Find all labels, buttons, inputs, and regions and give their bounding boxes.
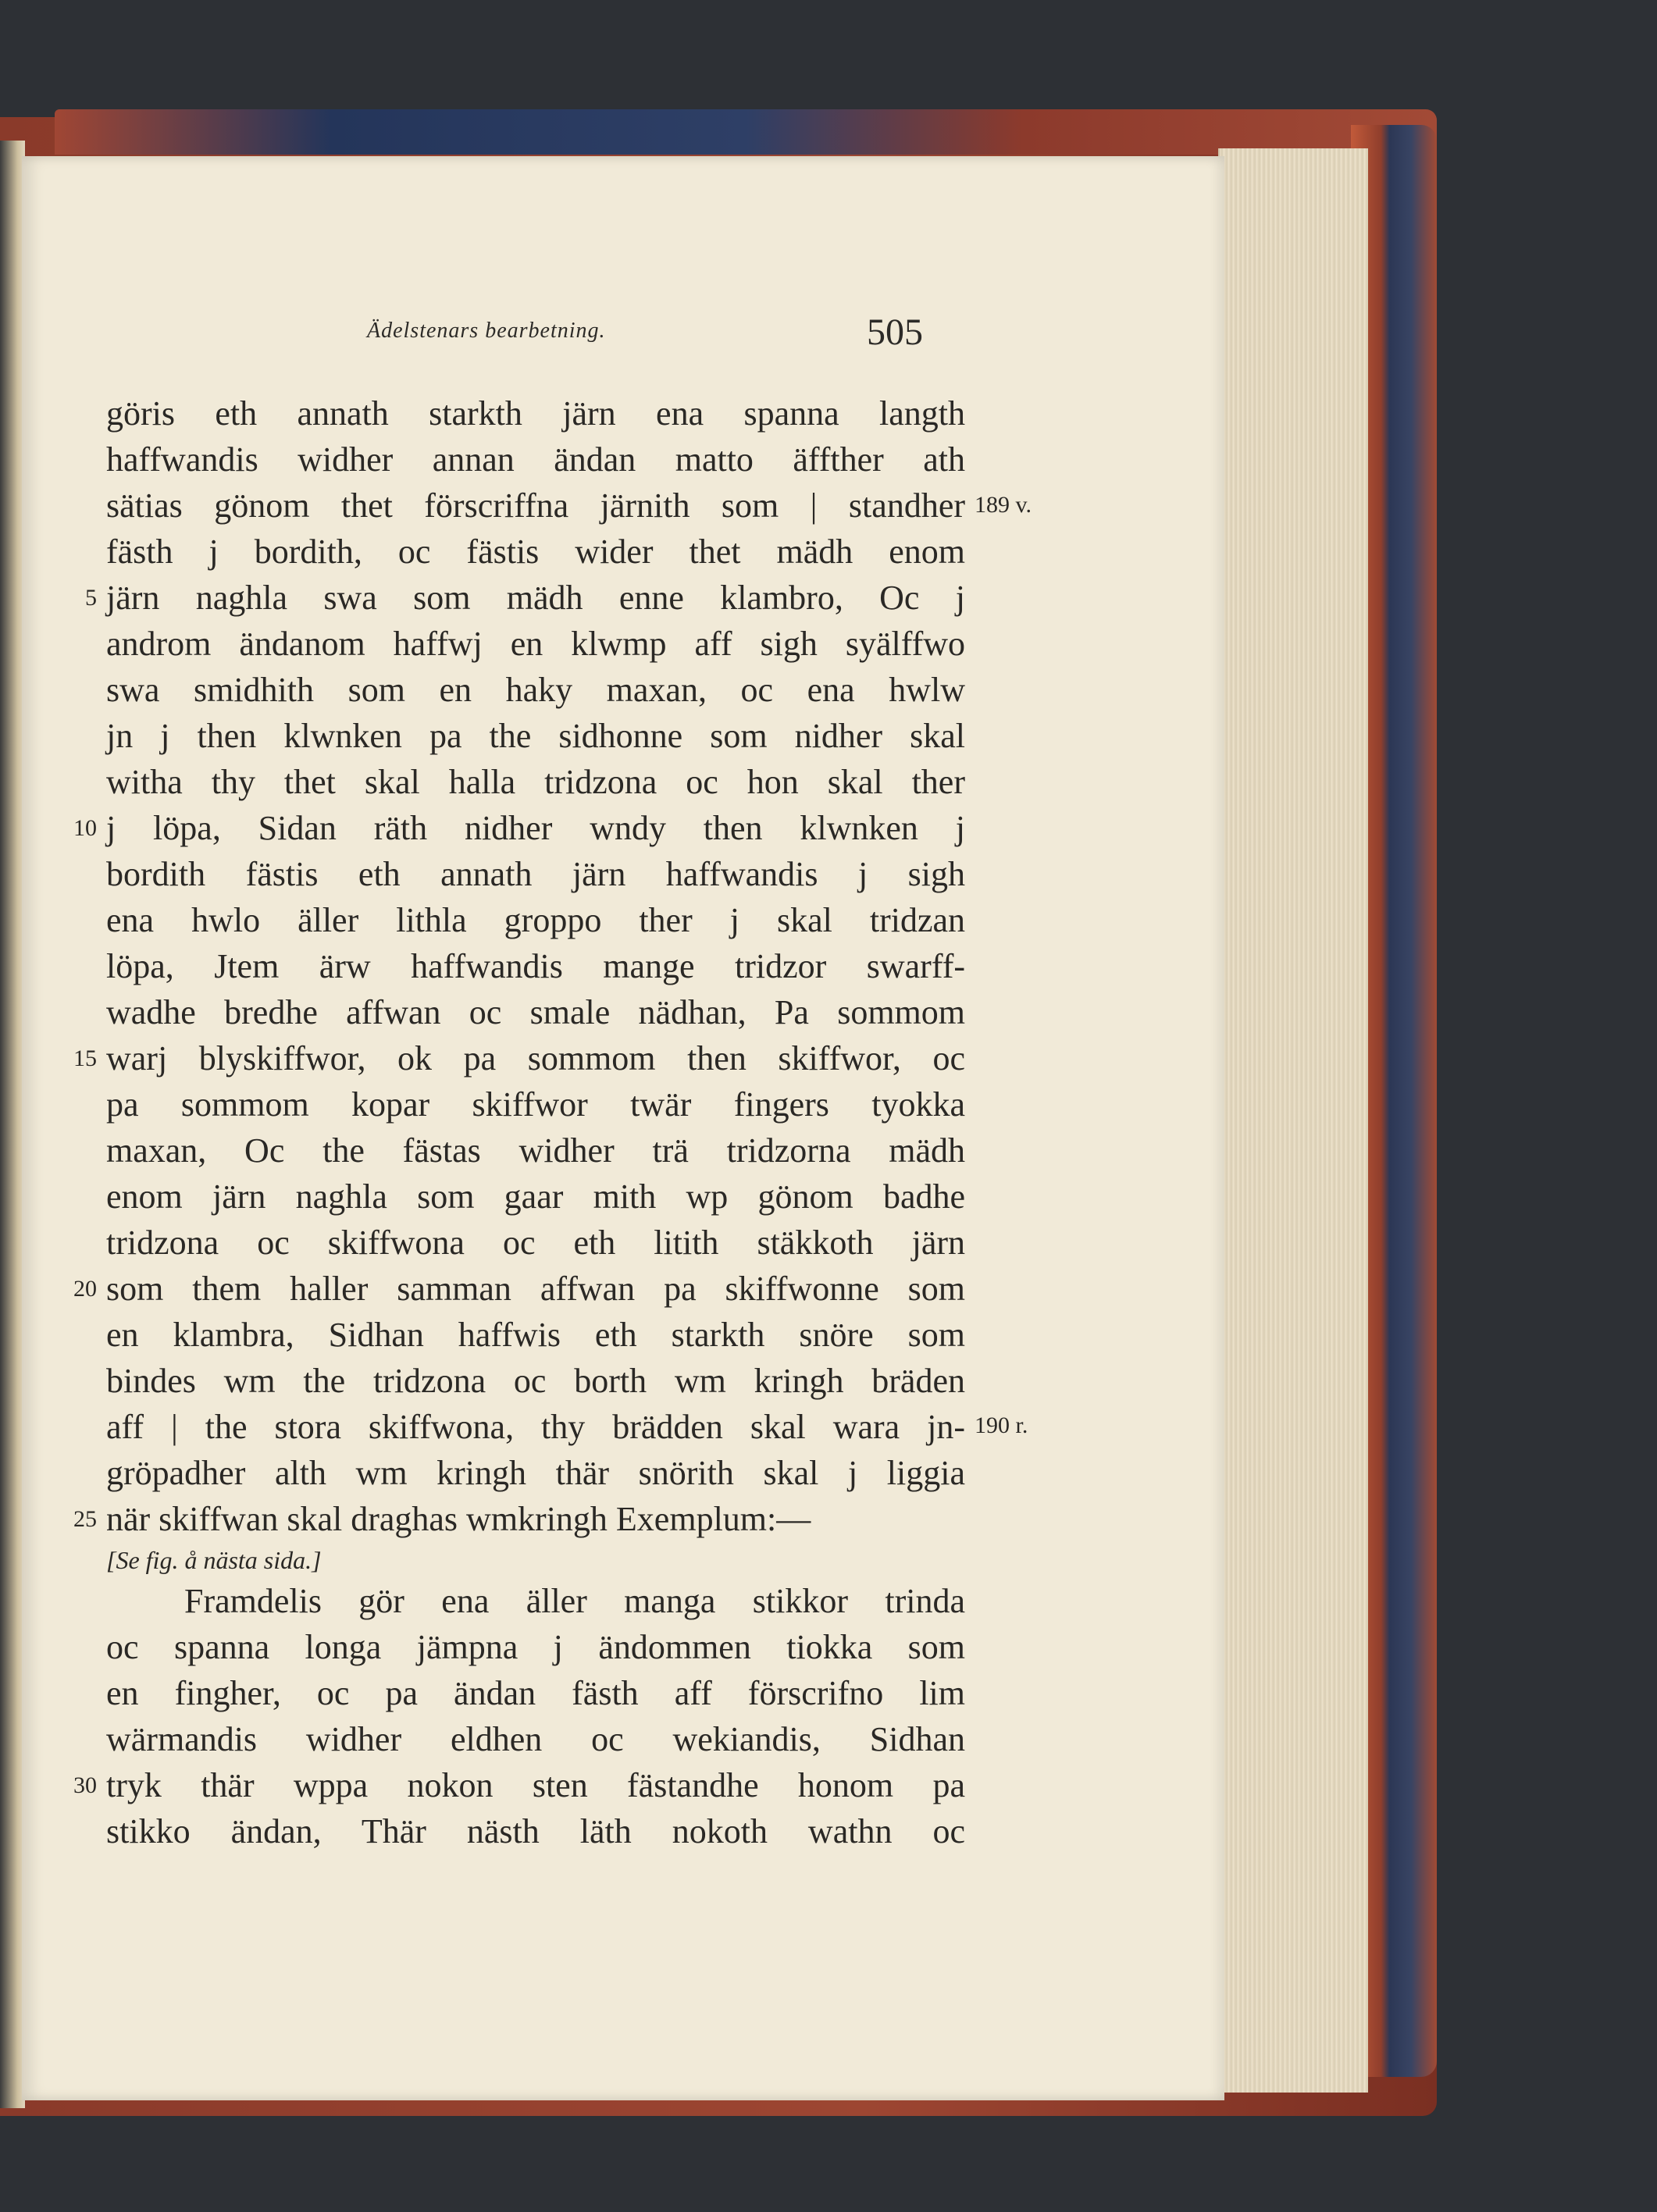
text-line: löpa, Jtem ärw haffwandis mange tridzor swarff-: [106, 947, 965, 985]
text-line: fästh j bordith, oc fästis wider thet mädh enom: [106, 533, 965, 571]
text-line: en fingher, oc pa ändan fästh aff förscrifno lim: [106, 1674, 965, 1712]
text-line: wadhe bredhe affwan oc smale nädhan, Pa sommom: [106, 993, 965, 1031]
text-line: 25 när skiffwan skal draghas wmkringh Exemplum:—: [106, 1496, 965, 1542]
text-line: 5 järn naghla swa som mädh enne klambro, Oc j: [106, 575, 965, 621]
text-line: witha thy thet skal halla tridzona oc hon skal ther: [106, 763, 965, 801]
text-line: 10 j löpa, Sidan räth nidher wndy then klwnken j: [106, 805, 965, 851]
text-line: 15 warj blyskiffwor, ok pa sommom then skiffwor, oc: [106, 1035, 965, 1081]
folio-note-190: 190 r.: [975, 1412, 1028, 1438]
page-number: 505: [867, 312, 923, 353]
text-line: en klambra, Sidhan haffwis eth starkth snöre som: [106, 1316, 965, 1354]
text-line: gröpadher alth wm kringh thär snörith skal j liggia: [106, 1454, 965, 1492]
text-line: bordith fästis eth annath järn haffwandis j sigh: [106, 855, 965, 893]
line-number: 20: [73, 1276, 97, 1302]
text-line: pa sommom kopar skiffwor twär fingers tyokka: [106, 1085, 965, 1124]
text-line: göris eth annath starkth järn ena spanna langth: [106, 394, 965, 433]
text-line: wärmandis widher eldhen oc wekiandis, Sidhan: [106, 1720, 965, 1758]
text-line: haffwandis widher annan ändan matto äffther ath: [106, 440, 965, 479]
text-line: bindes wm the tridzona oc borth wm kringh bräden: [106, 1362, 965, 1400]
line-number: 25: [73, 1506, 97, 1532]
text-line: 30 tryk thär wppa nokon sten fästandhe honom pa: [106, 1762, 965, 1808]
text-line: jn j then klwnken pa the sidhonne som nidher skal: [106, 717, 965, 755]
text-line: 20 som them haller samman affwan pa skiffwonne som: [106, 1266, 965, 1312]
running-title: Ädelstenars bearbetning.: [367, 319, 606, 343]
page-edges: [1218, 148, 1368, 2093]
text-line: sätias gönom thet förscriffna järnith som | standher: [106, 486, 965, 525]
text-line: stikko ändan, Thär nästh läth nokoth wathn oc: [106, 1812, 965, 1850]
line-number: 5: [85, 585, 97, 611]
text-line: androm ändanom haffwj en klwmp aff sigh syälffwo: [106, 625, 965, 663]
text-line: tridzona oc skiffwona oc eth litith stäkkoth järn: [106, 1224, 965, 1262]
text-line: aff | the stora skiffwona, thy brädden skal wara jn-: [106, 1408, 965, 1446]
line-number: 10: [73, 815, 97, 841]
text-line: ena hwlo äller lithla groppo ther j skal tridzan: [106, 901, 965, 939]
line-number: 15: [73, 1045, 97, 1071]
text-block: [73, 390, 965, 1854]
text-line: oc spanna longa jämpna j ändommen tiokka som: [106, 1628, 965, 1666]
text-line: maxan, Oc the fästas widher trä tridzorna mädh: [106, 1131, 965, 1170]
text-line: Framdelis gör ena äller manga stikkor trinda: [184, 1582, 965, 1620]
text-line: swa smidhith som en haky maxan, oc ena hwlw: [106, 671, 965, 709]
figure-reference: [Se fig. å nästa sida.]: [106, 1546, 322, 1574]
folio-note-189: 189 v.: [975, 492, 1032, 518]
text-line: enom järn naghla som gaar mith wp gönom badhe: [106, 1177, 965, 1216]
line-number: 30: [73, 1772, 97, 1798]
